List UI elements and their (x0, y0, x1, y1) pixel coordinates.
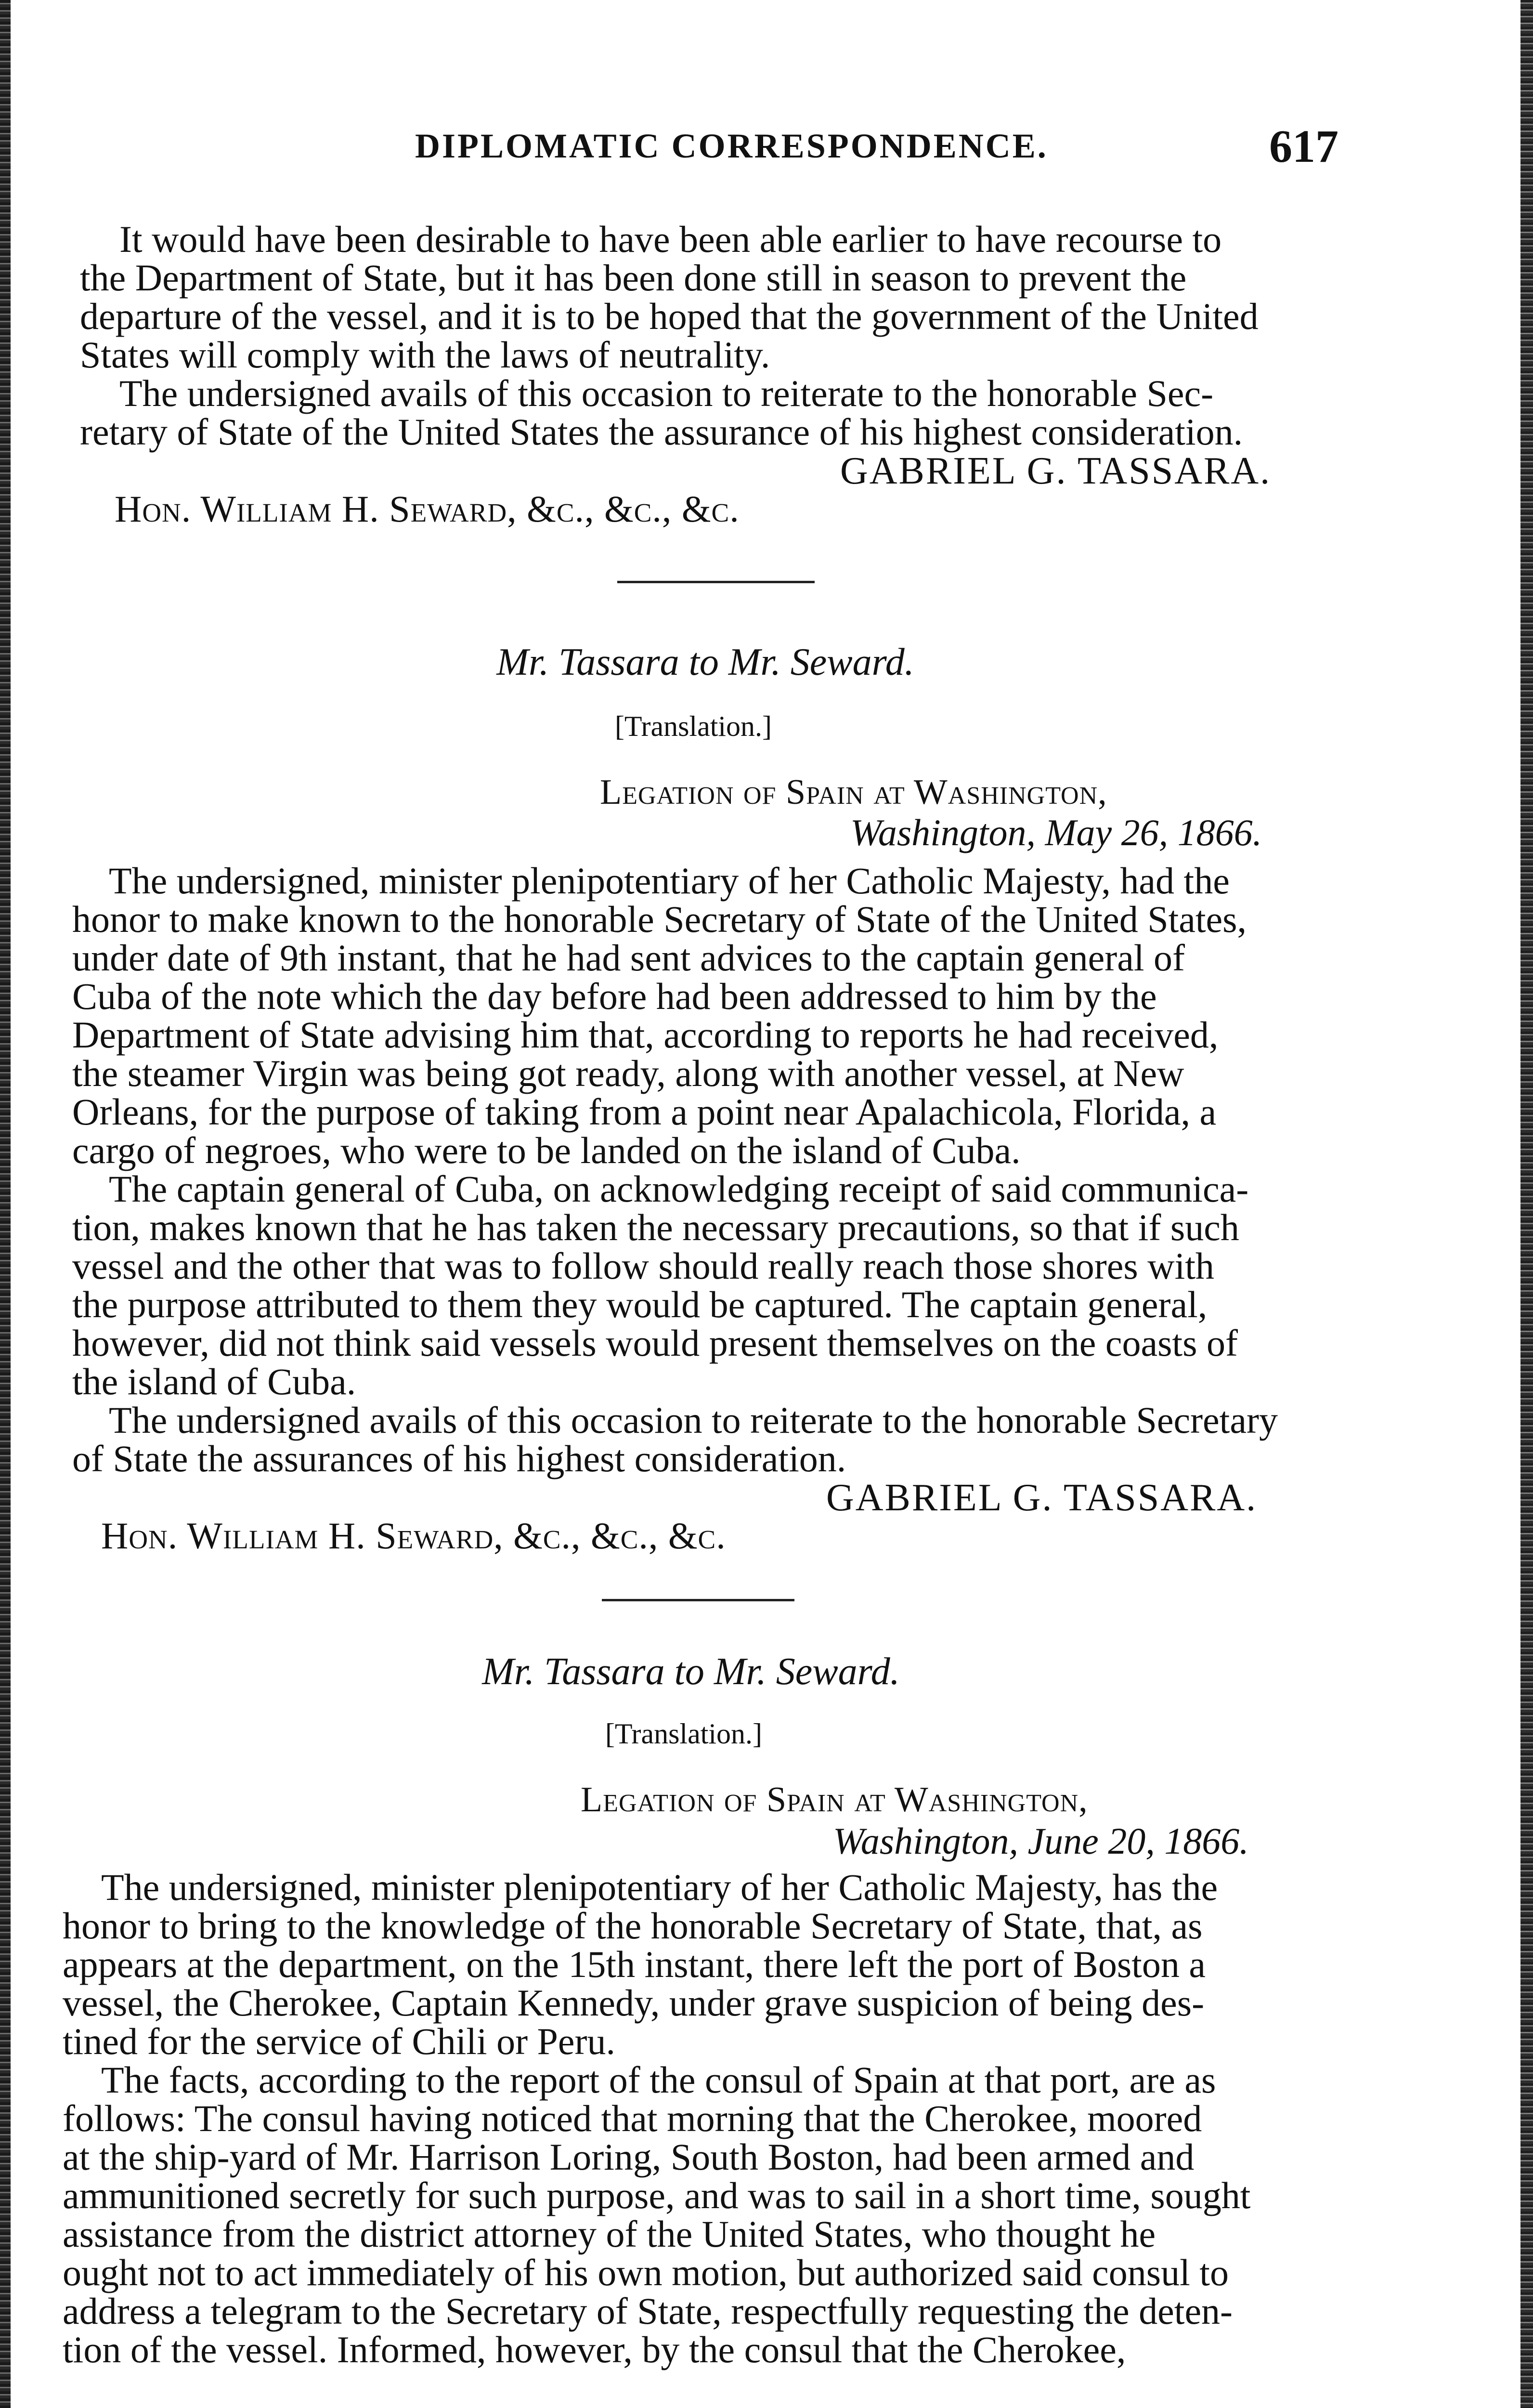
section-divider (617, 581, 815, 583)
body-line: The undersigned, minister plenipotentiary of her Catholic Majesty, had the (109, 860, 1230, 902)
page-number: 617 (1269, 120, 1338, 172)
body-line: the purpose attributed to them they would be captured. The captain general, (72, 1283, 1208, 1325)
signature: GABRIEL G. TASSARA. (840, 450, 1272, 492)
legation-line: Legation of Spain at Washington, (600, 772, 1107, 812)
body-line: cargo of negroes, who were to be landed on the island of Cuba. (72, 1129, 1021, 1171)
body-line: follows: The consul having noticed that morning that the Cherokee, moored (63, 2097, 1202, 2139)
translation-note: [Translation.] (614, 710, 772, 742)
body-line: at the ship-yard of Mr. Harrison Loring, South Boston, had been armed and (63, 2136, 1195, 2178)
letter-title: Mr. Tassara to Mr. Seward. (482, 1650, 900, 1693)
body-line: Cuba of the note which the day before had been addressed to him by the (72, 975, 1157, 1017)
scan-edge-left (0, 0, 11, 2408)
body-line: departure of the vessel, and it is to be hoped that the government of the United (80, 295, 1259, 337)
addressee: Hon. William H. Seward, &c., &c., &c. (115, 488, 740, 530)
body-line: the island of Cuba. (72, 1361, 356, 1402)
scan-edge-right (1520, 0, 1533, 2408)
letter-title: Mr. Tassara to Mr. Seward. (496, 641, 914, 683)
legation-line: Legation of Spain at Washington, (581, 1780, 1088, 1819)
body-line: honor to bring to the knowledge of the honorable Secretary of State, that, as (63, 1905, 1203, 1947)
body-line: Orleans, for the purpose of taking from a point near Apalachicola, Florida, a (72, 1091, 1217, 1133)
body-line: ought not to act immediately of his own motion, but authorized said consul to (63, 2251, 1229, 2293)
body-line: appears at the department, on the 15th instant, there left the port of Boston a (63, 1943, 1206, 1985)
body-line: Department of State advising him that, according to reports he had received, (72, 1014, 1219, 1056)
section-divider (602, 1599, 794, 1601)
body-line: assistance from the district attorney of the United States, who thought he (63, 2213, 1156, 2255)
dateline: Washington, May 26, 1866. (850, 811, 1262, 853)
body-line: of State the assurances of his highest consideration. (72, 1438, 846, 1479)
body-line: It would have been desirable to have been able earlier to have recourse to (119, 218, 1222, 260)
body-line: States will comply with the laws of neutrality. (80, 334, 770, 376)
signature: GABRIEL G. TASSARA. (826, 1477, 1258, 1519)
body-line: The undersigned avails of this occasion to reiterate to the honorable Secretary (109, 1399, 1278, 1441)
body-line: address a telegram to the Secretary of State, respectfully requesting the deten- (63, 2290, 1233, 2332)
translation-note: [Translation.] (605, 1718, 763, 1750)
body-line: tined for the service of Chili or Peru. (63, 2020, 616, 2062)
body-line: under date of 9th instant, that he had sent advices to the captain general of (72, 937, 1185, 979)
addressee: Hon. William H. Seward, &c., &c., &c. (101, 1515, 726, 1557)
body-line: tion, makes known that he has taken the necessary precautions, so that if such (72, 1206, 1239, 1248)
running-header: DIPLOMATIC CORRESPONDENCE. (415, 127, 1048, 165)
dateline: Washington, June 20, 1866. (833, 1820, 1249, 1862)
body-line: The captain general of Cuba, on acknowledging receipt of said communica- (109, 1168, 1249, 1210)
body-line: the Department of State, but it has been done still in season to prevent the (80, 257, 1187, 299)
body-line: retary of State of the United States the assurance of his highest consideration. (80, 411, 1243, 453)
body-line: vessel, the Cherokee, Captain Kennedy, under grave suspicion of being des- (63, 1982, 1205, 2024)
body-line: The undersigned, minister plenipotentiary of her Catholic Majesty, has the (101, 1866, 1218, 1908)
body-line: vessel and the other that was to follow should really reach those shores with (72, 1245, 1214, 1287)
body-line: tion of the vessel. Informed, however, by the consul that the Cherokee, (63, 2329, 1126, 2370)
body-line: ammunitioned secretly for such purpose, and was to sail in a short time, sought (63, 2174, 1251, 2216)
body-line: honor to make known to the honorable Secretary of State of the United States, (72, 898, 1247, 940)
body-line: The undersigned avails of this occasion to reiterate to the honorable Sec- (119, 372, 1214, 414)
body-line: however, did not think said vessels would present themselves on the coasts of (72, 1322, 1238, 1364)
body-line: the steamer Virgin was being got ready, along with another vessel, at New (72, 1052, 1184, 1094)
body-line: The facts, according to the report of the consul of Spain at that port, are as (101, 2059, 1216, 2101)
